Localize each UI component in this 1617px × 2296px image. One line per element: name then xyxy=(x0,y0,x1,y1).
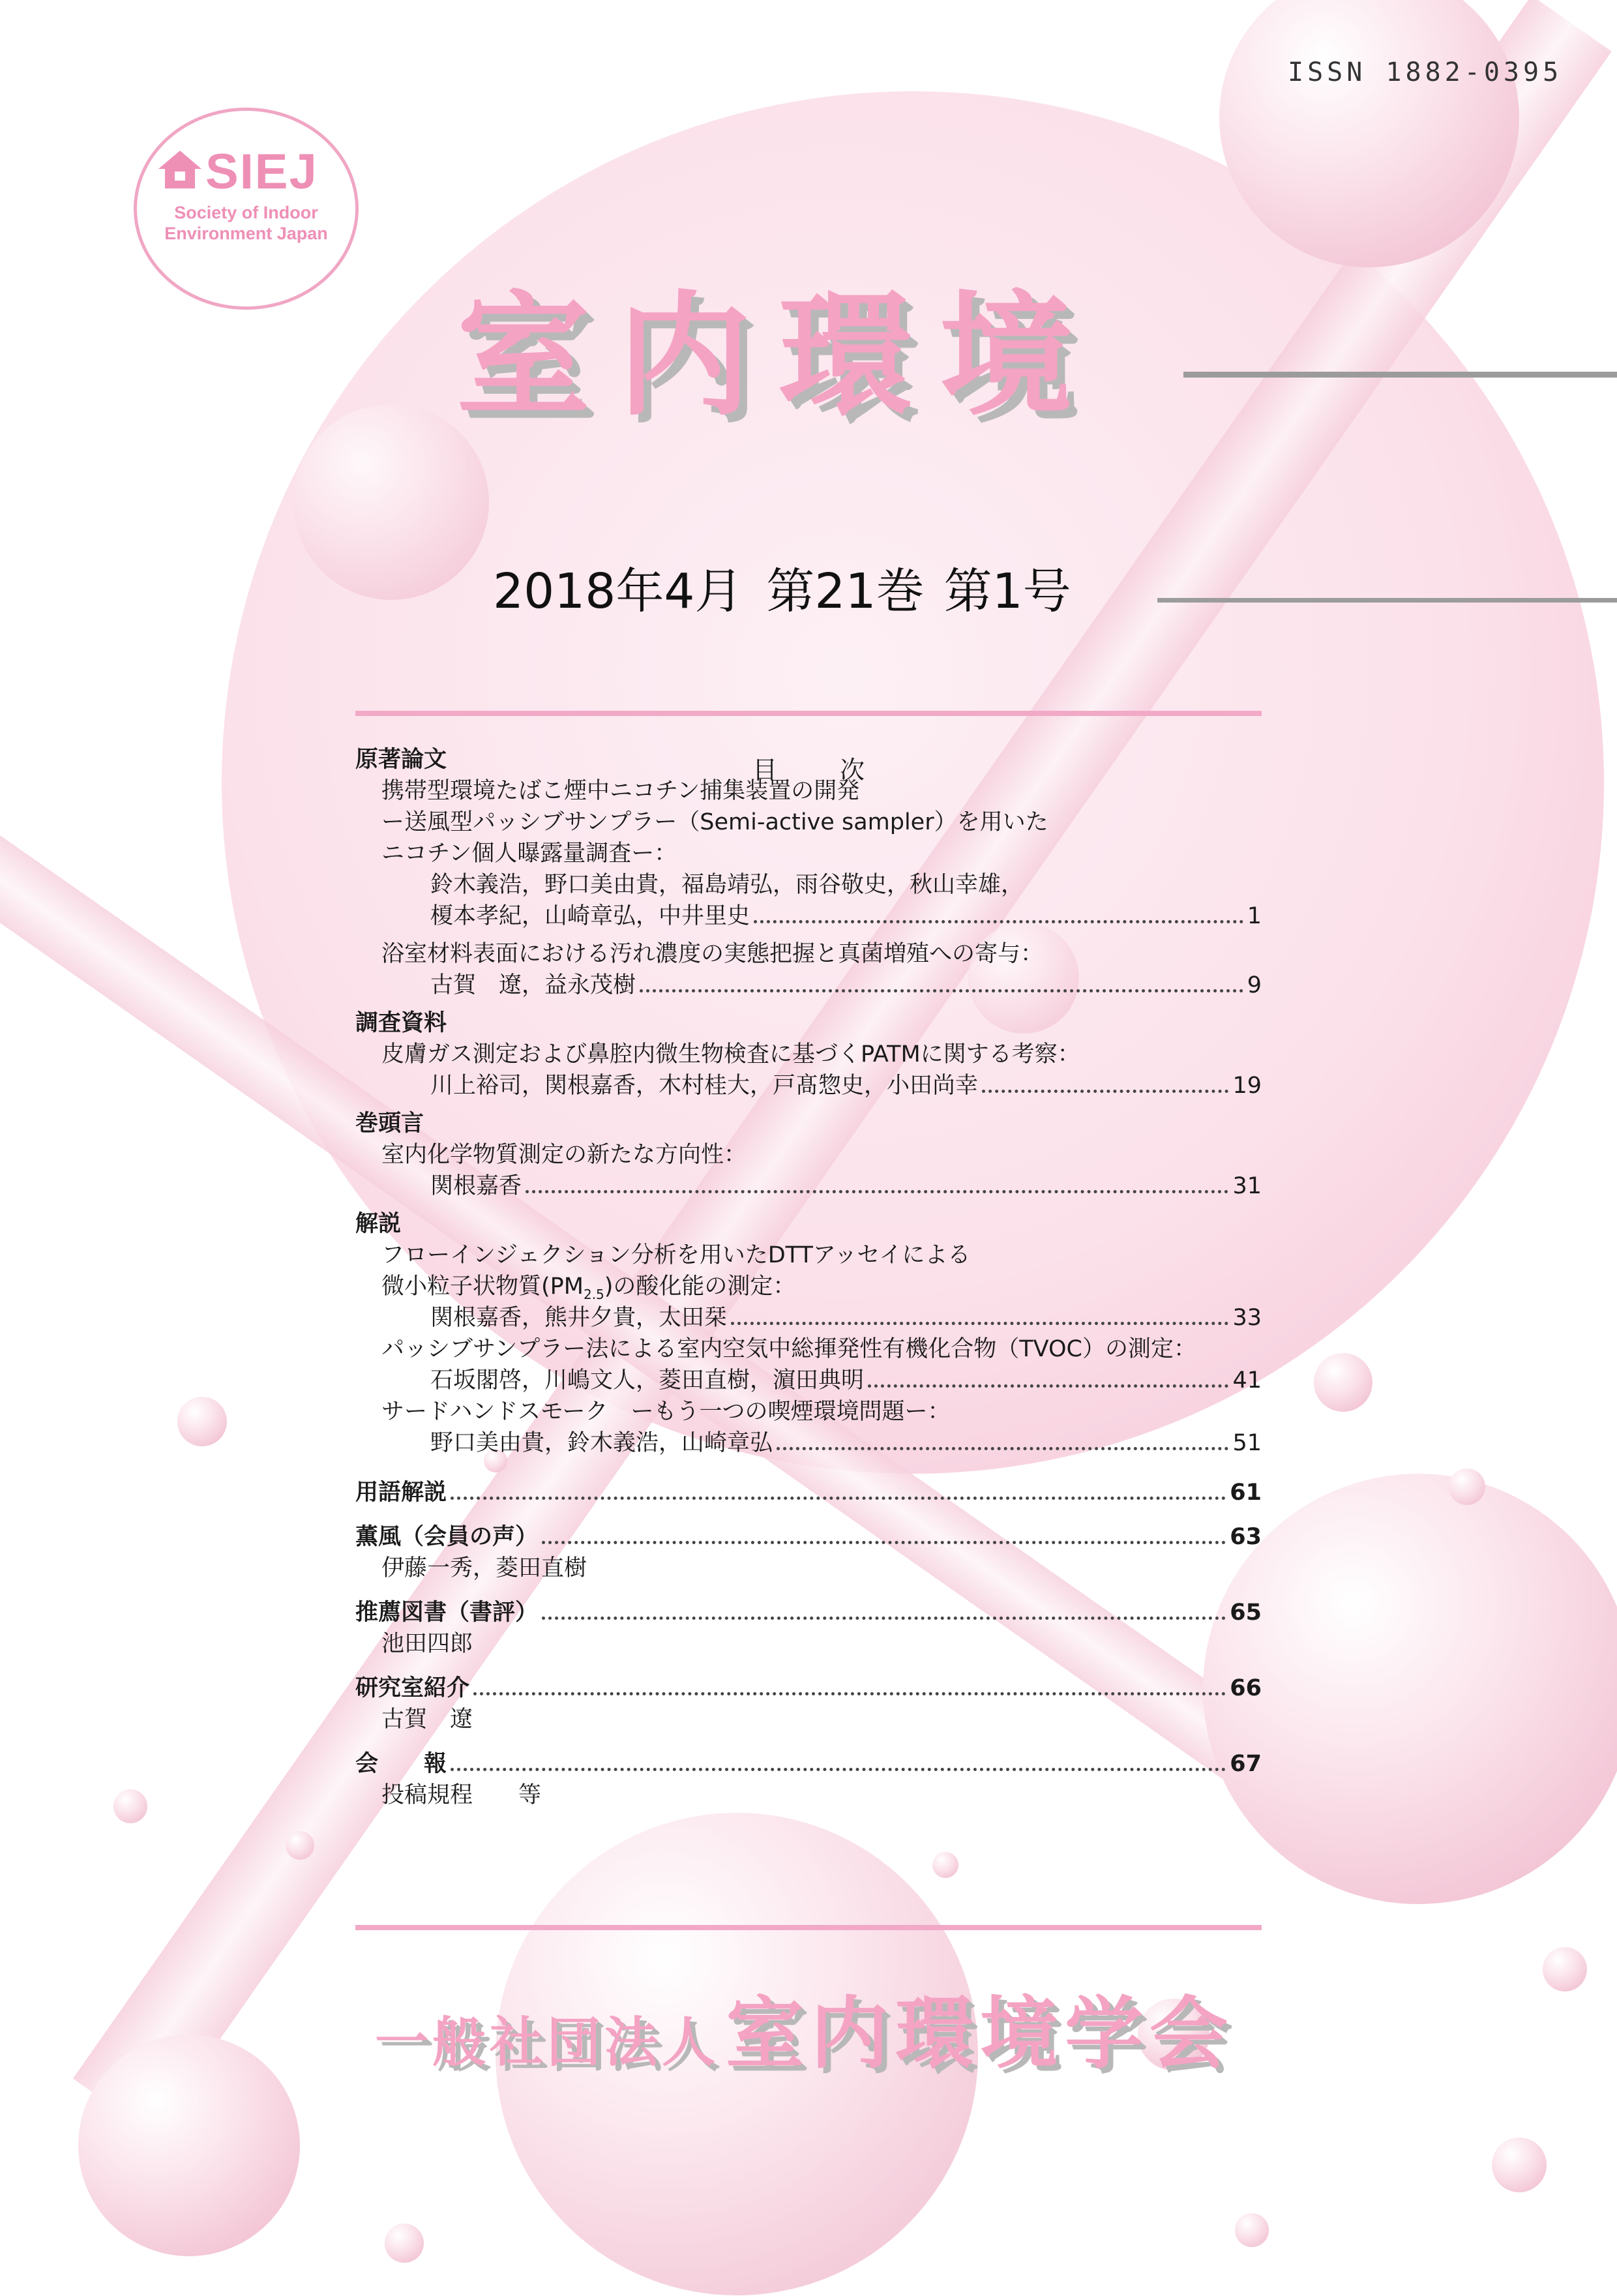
toc-section xyxy=(355,1749,1262,1779)
dot-leader xyxy=(542,1541,1226,1544)
toc-authors xyxy=(355,1303,1262,1333)
toc-page-number: 9 xyxy=(1247,972,1262,998)
issn: ISSN 1882-0395 xyxy=(1288,57,1563,87)
toc-entry-title xyxy=(355,1397,1262,1427)
toc-text-tail: )の酸化能の測定： xyxy=(604,1274,796,1300)
toc-text: 推薦図書（書評） xyxy=(355,1600,539,1626)
toc-section xyxy=(355,1522,1262,1552)
toc-text: 室内化学物質測定の新たな方向性： xyxy=(381,1142,747,1168)
toc-section xyxy=(355,1008,1262,1038)
toc-page-number: 61 xyxy=(1230,1480,1262,1506)
toc-authors xyxy=(355,870,1262,900)
issue-rule xyxy=(1157,598,1617,603)
toc-text: パッシブサンプラー法による室内空気中総揮発性有機化合物（TVOC）の測定： xyxy=(381,1336,1196,1362)
toc-text: 研究室紹介 xyxy=(355,1675,470,1701)
toc-page-number: 51 xyxy=(1232,1430,1262,1456)
toc-text: 榎本孝紀，山崎章弘，中井里史 xyxy=(430,903,750,929)
toc-entry-title xyxy=(355,1705,1262,1735)
toc-text: 会 報 xyxy=(355,1751,447,1777)
toc-entry-title xyxy=(355,839,1262,869)
logo-line-2: Environment Japan xyxy=(164,224,328,243)
toc-page-number: 66 xyxy=(1230,1675,1262,1701)
toc-text: 鈴木義浩，野口美由貴，福島靖弘，雨谷敬史，秋山幸雄， xyxy=(430,872,1024,898)
toc-entry-title xyxy=(355,1039,1262,1069)
journal-title: 室内環境 xyxy=(456,279,1101,434)
toc-section xyxy=(355,1598,1262,1628)
toc-bottom-rule xyxy=(355,1925,1262,1930)
toc-page-number: 33 xyxy=(1232,1305,1262,1331)
publisher-prefix: 一般社団法人 xyxy=(375,2012,720,2074)
toc-entry-title xyxy=(355,939,1262,969)
issue-volume: 第21巻 xyxy=(766,563,925,619)
toc-entry-title xyxy=(355,776,1262,806)
toc-text: 浴室材料表面における汚れ濃度の実態把握と真菌増殖への寄与： xyxy=(381,941,1044,967)
toc-page-number: 31 xyxy=(1232,1173,1262,1199)
toc-text: 用語解説 xyxy=(355,1480,447,1506)
toc-authors xyxy=(355,901,1262,931)
title-rule xyxy=(1183,372,1617,378)
toc-page-number: 1 xyxy=(1247,903,1262,929)
logo-abbr: SIEJ xyxy=(205,144,318,200)
toc-text: 石坂閣啓，川嶋文人，菱田直樹，濵田典明 xyxy=(430,1367,865,1394)
toc-text: 池田四郎 xyxy=(381,1631,473,1657)
toc-text: 伊藤一秀，菱田直樹 xyxy=(381,1555,587,1581)
toc-text: 薫風（会員の声） xyxy=(355,1524,539,1550)
issue-year-month: 2018年4月 xyxy=(493,563,743,619)
toc-entry-title xyxy=(355,1334,1262,1364)
toc-text: 解説 xyxy=(355,1211,402,1237)
toc-text: 川上裕司，関根嘉香，木村桂大，戸髙惣史，小田尚幸 xyxy=(430,1073,979,1099)
issue-info xyxy=(493,563,1071,619)
toc-text: ー送風型パッシブサンプラー（Semi-active sampler）を用いた xyxy=(381,809,1048,835)
toc-authors xyxy=(355,1071,1262,1101)
toc-text: サードハンドスモーク ーもう一つの喫煙環境問題ー： xyxy=(381,1399,951,1425)
toc-text: 原著論文 xyxy=(355,747,447,773)
dot-leader xyxy=(640,989,1243,992)
toc-authors xyxy=(355,1428,1262,1458)
toc-entry-title xyxy=(355,1240,1262,1270)
dot-leader xyxy=(868,1384,1228,1388)
dot-leader xyxy=(754,920,1243,923)
toc-page-number: 67 xyxy=(1230,1751,1262,1777)
dot-leader xyxy=(451,1768,1226,1771)
toc-text: ニコチン個人曝露量調査ー： xyxy=(381,841,677,867)
toc-entry-title xyxy=(355,1553,1262,1583)
toc-page-number: 41 xyxy=(1232,1367,1262,1394)
house-icon xyxy=(157,149,203,190)
dot-leader xyxy=(777,1447,1228,1450)
toc-entry-title xyxy=(355,1780,1262,1810)
issue-number: 第1号 xyxy=(943,563,1071,619)
dot-leader xyxy=(451,1497,1226,1500)
toc-authors xyxy=(355,970,1262,1000)
logo-line-1: Society of Indoor xyxy=(174,203,318,222)
toc-text: 野口美由貴，鈴木義浩，山崎章弘 xyxy=(430,1430,773,1456)
toc-section xyxy=(355,1209,1262,1239)
publisher xyxy=(375,1989,1235,2080)
toc-text: 微小粒子状物質(PM xyxy=(381,1274,584,1300)
toc-section xyxy=(355,745,1262,775)
toc-text: 古賀 遼，益永茂樹 xyxy=(430,972,636,998)
toc-authors xyxy=(355,1365,1262,1395)
toc-text: 投稿規程 等 xyxy=(381,1782,542,1808)
toc-text: 調査資料 xyxy=(355,1010,447,1036)
dot-leader xyxy=(473,1692,1226,1695)
pm-subscript: 2.5 xyxy=(583,1287,604,1302)
toc-text: 皮膚ガス測定および鼻腔内微生物検査に基づくPATMに関する考察： xyxy=(381,1041,1080,1067)
toc-section xyxy=(355,1673,1262,1703)
toc-text: 巻頭言 xyxy=(355,1111,424,1137)
toc-entry-title xyxy=(355,1140,1262,1170)
toc-authors xyxy=(355,1171,1262,1201)
toc-entry-title xyxy=(355,1629,1262,1659)
toc-text: 古賀 遼 xyxy=(381,1707,473,1733)
dot-leader xyxy=(731,1322,1228,1325)
toc-text: フローインジェクション分析を用いたDTTアッセイによる xyxy=(381,1242,971,1268)
toc-section xyxy=(355,1109,1262,1139)
toc-text: 関根嘉香，熊井夕貴，太田栞 xyxy=(430,1305,728,1331)
toc-top-rule xyxy=(355,711,1262,716)
dot-leader xyxy=(542,1617,1226,1620)
toc-text: 関根嘉香 xyxy=(430,1173,522,1199)
toc-page-number: 65 xyxy=(1230,1600,1262,1626)
dot-leader xyxy=(982,1090,1228,1093)
toc-page-number: 63 xyxy=(1230,1524,1262,1550)
dot-leader xyxy=(526,1190,1228,1193)
toc-text: 携帯型環境たばこ煙中ニコチン捕集装置の開発 xyxy=(381,778,860,804)
toc-page-number: 19 xyxy=(1232,1073,1262,1099)
publisher-name: 室内環境学会 xyxy=(726,1989,1235,2080)
siej-logo xyxy=(134,108,359,310)
toc-heading: 目次 xyxy=(752,756,927,784)
toc-entry-title xyxy=(355,807,1262,837)
toc-section xyxy=(355,1478,1262,1508)
